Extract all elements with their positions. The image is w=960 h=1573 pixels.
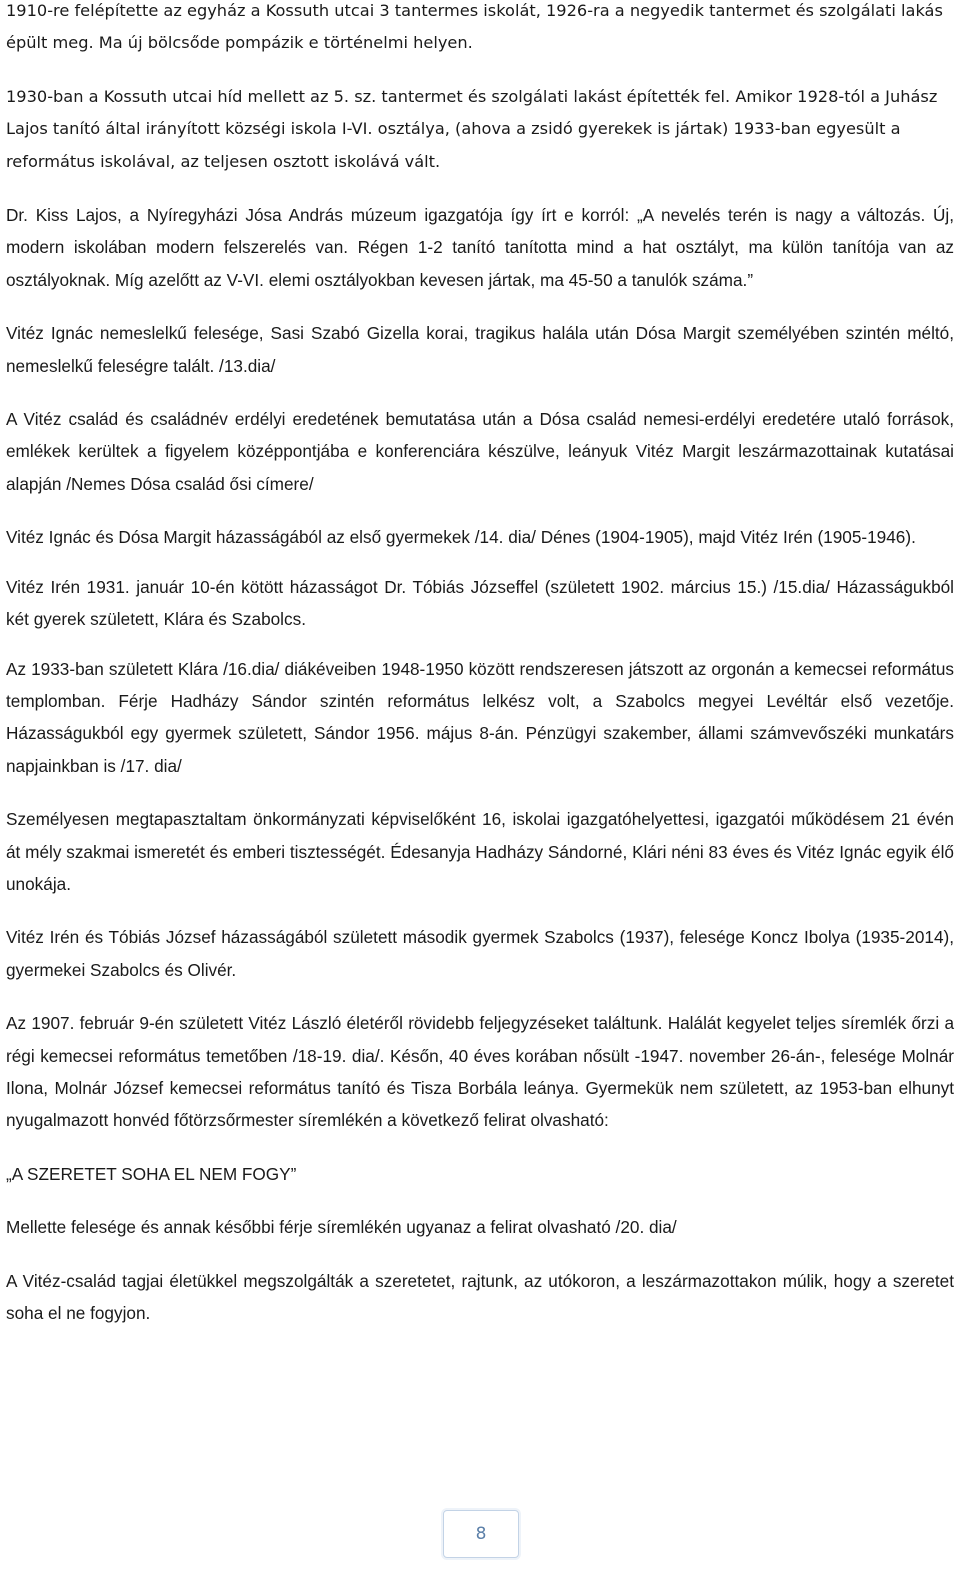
paragraph-szabolcs: Vitéz Irén és Tóbiás József házasságából született második gyermek Szabolcs (1937), felesége Koncz Ibolya (1935-2014), gyermekei Szabolcs és Olivér. [6,927,954,980]
paragraph-wife-grave: Mellette felesége és annak későbbi férje síremlékén ugyanaz a felirat olvasható /20. dia/ [6,1217,677,1238]
paragraph-dr-kiss-quote: Dr. Kiss Lajos, a Nyíregyházi Jósa András múzeum igazgatója így írt e korról: „A nevelés terén is nagy a változás. Új, modern iskolában modern felszerelés van. Régen 1-2 tanító tanította mind a hat osztályt, ma külön tanítója van az osztályoknak. Míg azelőtt az V-VI. elemi osztályokban kevesen jártak, ma 45-50 a tanulók száma.” [6,205,954,290]
paragraph-vitez-iren-marriage: Vitéz Irén 1931. január 10-én kötött házasságot Dr. Tóbiás Józseffel (született 1902. március 15.) /15.dia/ Házasságukból két gyerek született, Klára és Szabolcs. [6,576,954,630]
paragraph-dosa-family-origin: A Vitéz család és családnév erdélyi eredetének bemutatása után a Dósa család nemesi-erdélyi eredetére utaló források, emlékek kerültek a figyelem középpontjába e konferenciára készülve, leányuk Vitéz Margit leszármazottainak kutatásai alapján /Nemes Dósa család ősi címere/ [6,409,954,494]
paragraph-epitaph-quote: „A SZERETET SOHA EL NEM FOGY” [6,1163,297,1184]
paragraph-klara: Az 1933-ban született Klára /16.dia/ diákéveiben 1948-1950 között rendszeresen játszott az orgonán a kemecsei református templomban. Férje Hadházy Sándor szintén református lelkész volt, a Szabolcs megyei Levéltár első vezetője. Házasságukból egy gyermek született, Sándor 1956. május 8-án. Pénzügyi szakember, állami számvevőszéki munkatárs napjainkban is /17. dia/ [6,658,954,776]
paragraph-personal-experience: Személyesen megtapasztaltam önkormányzati képviselőként 16, iskolai igazgatóhelyettesi, igazgatói működésem 21 évén át mély szakmai ismeretét és emberi tisztességét. Édesanyja Hadházy Sándorné, Klári néni 83 éves és Vitéz Ignác egyik élő unokája. [6,809,954,894]
page-number: 8 [443,1510,519,1558]
paragraph-school-1910: 1910-re felépítette az egyház a Kossuth utcai 3 tantermes iskolát, 1926-ra a negyedik tantermet és szolgálati lakás épült meg. Ma új bölcsőde pompázik e történelmi helyen. [6,1,943,53]
paragraph-vitez-ignac-wife: Vitéz Ignác nemeslelkű felesége, Sasi Szabó Gizella korai, tragikus halála után Dósa Margit személyében szintén méltó, nemeslelkű feleségre talált. /13.dia/ [6,323,954,376]
paragraph-first-children: Vitéz Ignác és Dósa Margit házasságából az első gyermekek /14. dia/ Dénes (1904-1905), majd Vitéz Irén (1905-1946). [6,527,916,548]
document-page [6,0,954,1329]
paragraph-school-1930: 1930-ban a Kossuth utcai híd mellett az 5. sz. tantermet és szolgálati lakást építették fel. Amikor 1928-tól a Juhász Lajos tanító által irányított községi iskola I-VI. osztálya, (ahova a zsidó gyerekek is jártak) 1933-ban egyesült a református iskolával, az teljesen osztott iskolává vált. [6,86,938,171]
paragraph-closing: A Vitéz-család tagjai életükkel megszolgálták a szeretetet, rajtunk, az utókoron, a leszármazottakon múlik, hogy a szeretet soha el ne fogyjon. [6,1270,954,1323]
paragraph-vitez-laszlo: Az 1907. február 9-én született Vitéz László életéről rövidebb feljegyzéseket találtunk. Halálát kegyelet teljes síremlék őrzi a régi kemecsei református temetőben /18-19. dia/. Későn, 40 éves korában nősült -1947. november 26-án-, felesége Molnár Ilona, Molnár József kemecsei református tanító és Tisza Borbála leánya. Gyermekük nem született, az 1953-ban elhunyt nyugalmazott honvéd főtörzsőrmester síremlékén a következő felirat olvasható: [6,1013,954,1131]
